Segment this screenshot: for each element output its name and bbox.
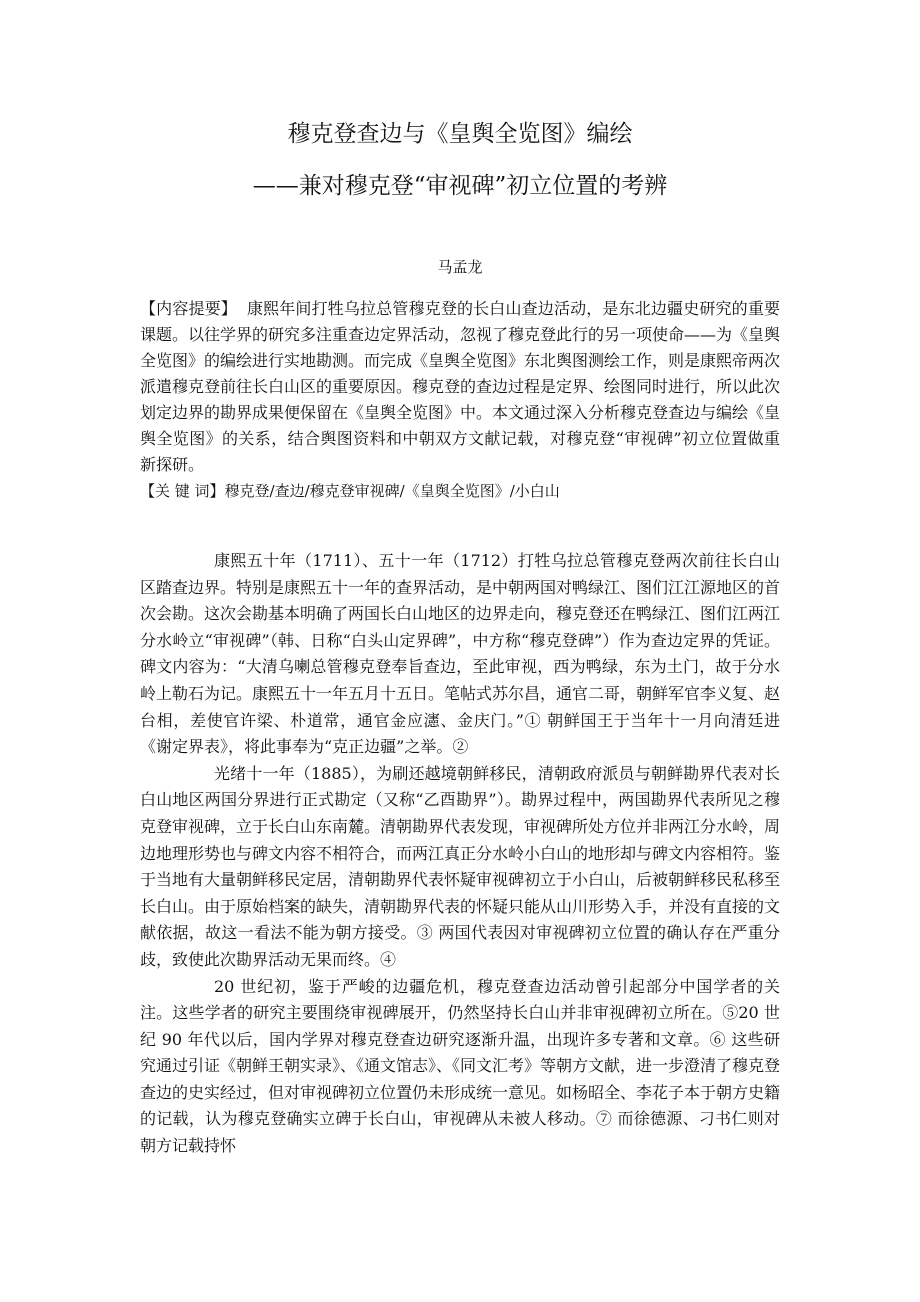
keywords-text: 穆克登/查边/穆克登审视碑/《皇舆全览图》/小白山 [224, 482, 560, 500]
body-paragraph: 光绪十一年（1885），为刷还越境朝鲜移民，清朝政府派员与朝鲜勘界代表对长白山地区两国分界进行正式勘定（又称“乙酉勘界”）。勘界过程中，两国勘界代表所见之穆克登审视碑，立于长白山东南麓。清朝勘界代表发现，审视碑所处方位并非两江分水岭，周边地理形势也与碑文内容不相符合，而两江真正分水岭小白山的地形却与碑文内容相符。鉴于当地有大量朝鲜移民定居，清朝勘界代表怀疑审视碑初立于小白山，后被朝鲜移民私移至长白山。由于原始档案的缺失，清朝勘界代表的怀疑只能从山川形势入手，并没有直接的文献依据，故这一看法不能为朝方接受。③ 两国代表因对审视碑初立位置的确认存在严重分歧，致使此次勘界活动无果而终。④ [140, 763, 781, 969]
abstract-label: 【内容提要】 [140, 299, 237, 318]
author-name: 马孟龙 [437, 258, 483, 276]
abstract-text: 康熙年间打牲乌拉总管穆克登的长白山查边活动，是东北边疆史研究的重要课题。以往学界的研究多注重查边定界活动，忽视了穆克登此行的另一项使命——为《皇舆全览图》的编绘进行实地勘测。而完成《皇舆全览图》东北舆图测绘工作，则是康熙帝两次派遣穆克登前往长白山区的重要原因。穆克登的查边过程是定界、绘图同时进行，所以此次划定边界的勘界成果便保留在《皇舆全览图》中。本文通过深入分析穆克登查边与编绘《皇舆全览图》的关系，结合舆图资料和中朝双方文献记载，对穆克登“审视碑”初立位置做重新探研。 [140, 299, 781, 474]
body-text [140, 548, 780, 1160]
body-paragraph: 康熙五十年（1711）、五十一年（1712）打牲乌拉总管穆克登两次前往长白山区踏查边界。特别是康熙五十一年的查界活动，是中朝两国对鸭绿江、图们江江源地区的首次会勘。这次会勘基本明确了两国长白山地区的边界走向，穆克登还在鸭绿江、图们江两江分水岭立“审视碑”（韩、日称“白头山定界碑”，中方称“穆克登碑”）作为查边定界的凭证。碑文内容为：“大清乌喇总管穆克登奉旨查边，至此审视，西为鸭绿，东为土门，故于分水岭上勒石为记。康熙五十一年五月十五日。笔帖式苏尔昌，通官二哥，朝鲜军官李义复、赵台相，差使官许梁、朴道常，通官金应瀗、金庆门。”① 朝鲜国王于当年十一月向清廷进《谢定界表》，将此事奉为“克正边疆”之举。② [140, 551, 781, 757]
paper-subtitle: ——兼对穆克登“审视碑”初立位置的考辨 [252, 173, 668, 199]
keywords [140, 478, 780, 504]
abstract [140, 296, 780, 478]
paper-title: 穆克登查边与《皇舆全览图》编绘 [287, 121, 633, 147]
keywords-label: 【关 键 词】 [140, 482, 225, 500]
body-paragraph: 20 世纪初，鉴于严峻的边疆危机，穆克登查边活动曾引起部分中国学者的关注。这些学者的研究主要围绕审视碑展开，仍然坚持长白山并非审视碑初立所在。⑤20 世纪 90 年代以后，国内学界对穆克登查边研究逐渐升温，出现许多专著和文章。⑥ 这些研究通过引证《朝鲜王朝实录》、《通文馆志》、《同文汇考》等朝方文献，进一步澄清了穆克登查边的史实经过，但对审视碑初立位置仍未形成统一意见。如杨昭全、李花子本于朝方史籍的记载，认为穆克登确实立碑于长白山，审视碑从未被人移动。⑦ 而徐德源、刁书仁则对朝方记载持怀 [140, 976, 781, 1156]
